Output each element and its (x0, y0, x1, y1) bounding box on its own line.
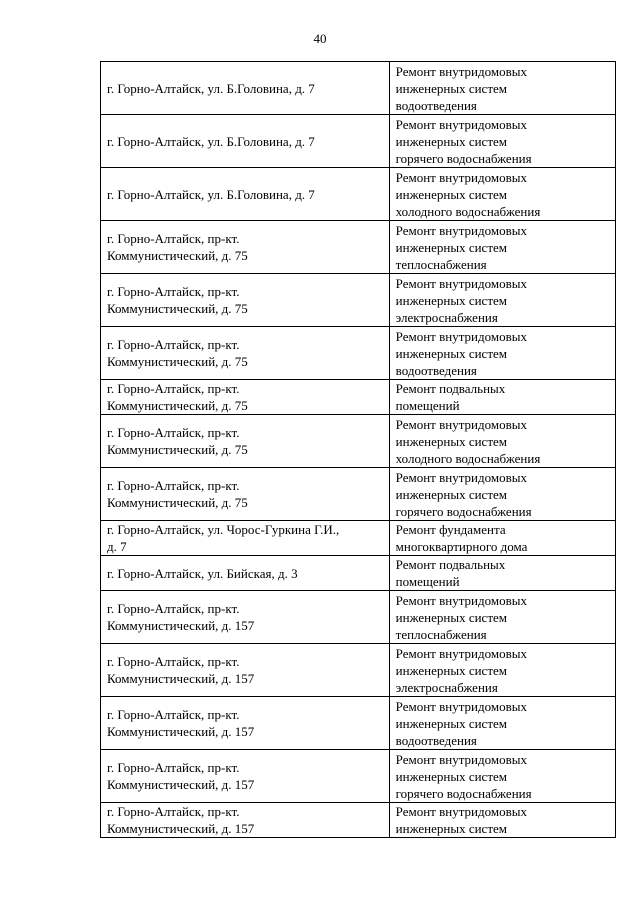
address-text: г. Горно-Алтайск, пр-кт. Коммунистический, д. 75 (107, 284, 248, 316)
address-text: г. Горно-Алтайск, пр-кт. Коммунистический, д. 157 (107, 601, 255, 633)
address-text: г. Горно-Алтайск, пр-кт. Коммунистический, д. 157 (107, 707, 255, 739)
table-row (101, 115, 616, 168)
address-text: г. Горно-Алтайск, ул. Б.Головина, д. 7 (107, 133, 315, 149)
address-text: г. Горно-Алтайск, пр-кт. Коммунистический, д. 75 (107, 381, 248, 413)
table-row (101, 750, 616, 803)
page-number: 40 (313, 31, 327, 46)
address-cell (101, 380, 390, 415)
table-row (101, 644, 616, 697)
table-row (101, 803, 616, 838)
work-type-cell (389, 327, 615, 380)
table-row (101, 591, 616, 644)
table-row (101, 168, 616, 221)
work-type-cell (389, 274, 615, 327)
table-row (101, 468, 616, 521)
work-type-cell (389, 750, 615, 803)
work-type-cell (389, 591, 615, 644)
address-cell (101, 556, 390, 591)
work-type-text: Ремонт внутридомовых инженерных систем горячего водоснабжения (395, 469, 532, 519)
work-type-text: Ремонт внутридомовых инженерных систем водоотведения (395, 328, 527, 378)
work-type-text: Ремонт внутридомовых инженерных систем водоотведения (395, 698, 527, 748)
address-cell (101, 415, 390, 468)
work-type-text: Ремонт внутридомовых инженерных систем электроснабжения (395, 645, 527, 695)
table-row (101, 556, 616, 591)
address-text: г. Горно-Алтайск, пр-кт. Коммунистический, д. 157 (107, 654, 255, 686)
work-type-text: Ремонт внутридомовых инженерных систем водоотведения (395, 63, 527, 113)
table-row (101, 415, 616, 468)
table-row (101, 274, 616, 327)
address-text: г. Горно-Алтайск, ул. Б.Головина, д. 7 (107, 186, 315, 202)
address-cell (101, 274, 390, 327)
address-text: г. Горно-Алтайск, ул. Чорос-Гуркина Г.И., д. 7 (107, 522, 340, 554)
address-text: г. Горно-Алтайск, ул. Бийская, д. 3 (107, 565, 298, 581)
address-cell (101, 468, 390, 521)
address-cell (101, 750, 390, 803)
address-cell (101, 644, 390, 697)
work-type-text: Ремонт фундамента многоквартирного дома (395, 522, 528, 554)
address-text: г. Горно-Алтайск, пр-кт. Коммунистический, д. 75 (107, 231, 248, 263)
address-text: г. Горно-Алтайск, пр-кт. Коммунистический, д. 157 (107, 760, 255, 792)
work-type-cell (389, 468, 615, 521)
table-row (101, 380, 616, 415)
table-row (101, 221, 616, 274)
address-text: г. Горно-Алтайск, пр-кт. Коммунистический, д. 75 (107, 478, 248, 510)
address-cell (101, 521, 390, 556)
work-type-cell (389, 521, 615, 556)
work-type-cell (389, 115, 615, 168)
work-type-text: Ремонт внутридомовых инженерных систем горячего водоснабжения (395, 116, 532, 166)
table-row (101, 62, 616, 115)
work-type-text: Ремонт внутридомовых инженерных систем теплоснабжения (395, 592, 527, 642)
work-type-cell (389, 168, 615, 221)
address-cell (101, 591, 390, 644)
address-text: г. Горно-Алтайск, пр-кт. Коммунистический, д. 157 (107, 804, 255, 836)
table-row (101, 521, 616, 556)
table-row (101, 327, 616, 380)
repair-schedule-table (100, 61, 616, 838)
work-type-text: Ремонт внутридомовых инженерных систем холодного водоснабжения (395, 416, 541, 466)
address-cell (101, 168, 390, 221)
work-type-cell (389, 62, 615, 115)
address-cell (101, 327, 390, 380)
work-type-text: Ремонт внутридомовых инженерных систем электроснабжения (395, 275, 527, 325)
address-cell (101, 62, 390, 115)
work-type-cell (389, 380, 615, 415)
address-cell (101, 221, 390, 274)
work-type-text: Ремонт внутридомовых инженерных систем горячего водоснабжения (395, 751, 532, 801)
work-type-text: Ремонт внутридомовых инженерных систем (395, 804, 527, 836)
work-type-cell (389, 415, 615, 468)
address-text: г. Горно-Алтайск, ул. Б.Головина, д. 7 (107, 80, 315, 96)
table-body (101, 62, 616, 838)
work-type-text: Ремонт подвальных помещений (395, 381, 506, 413)
work-type-text: Ремонт подвальных помещений (395, 557, 506, 589)
work-type-text: Ремонт внутридомовых инженерных систем теплоснабжения (395, 222, 527, 272)
work-type-cell (389, 556, 615, 591)
address-cell (101, 115, 390, 168)
work-type-cell (389, 644, 615, 697)
address-cell (101, 697, 390, 750)
work-type-cell (389, 697, 615, 750)
address-text: г. Горно-Алтайск, пр-кт. Коммунистический, д. 75 (107, 425, 248, 457)
work-type-cell (389, 803, 615, 838)
address-text: г. Горно-Алтайск, пр-кт. Коммунистический, д. 75 (107, 337, 248, 369)
table-row (101, 697, 616, 750)
work-type-text: Ремонт внутридомовых инженерных систем холодного водоснабжения (395, 169, 541, 219)
work-type-cell (389, 221, 615, 274)
address-cell (101, 803, 390, 838)
